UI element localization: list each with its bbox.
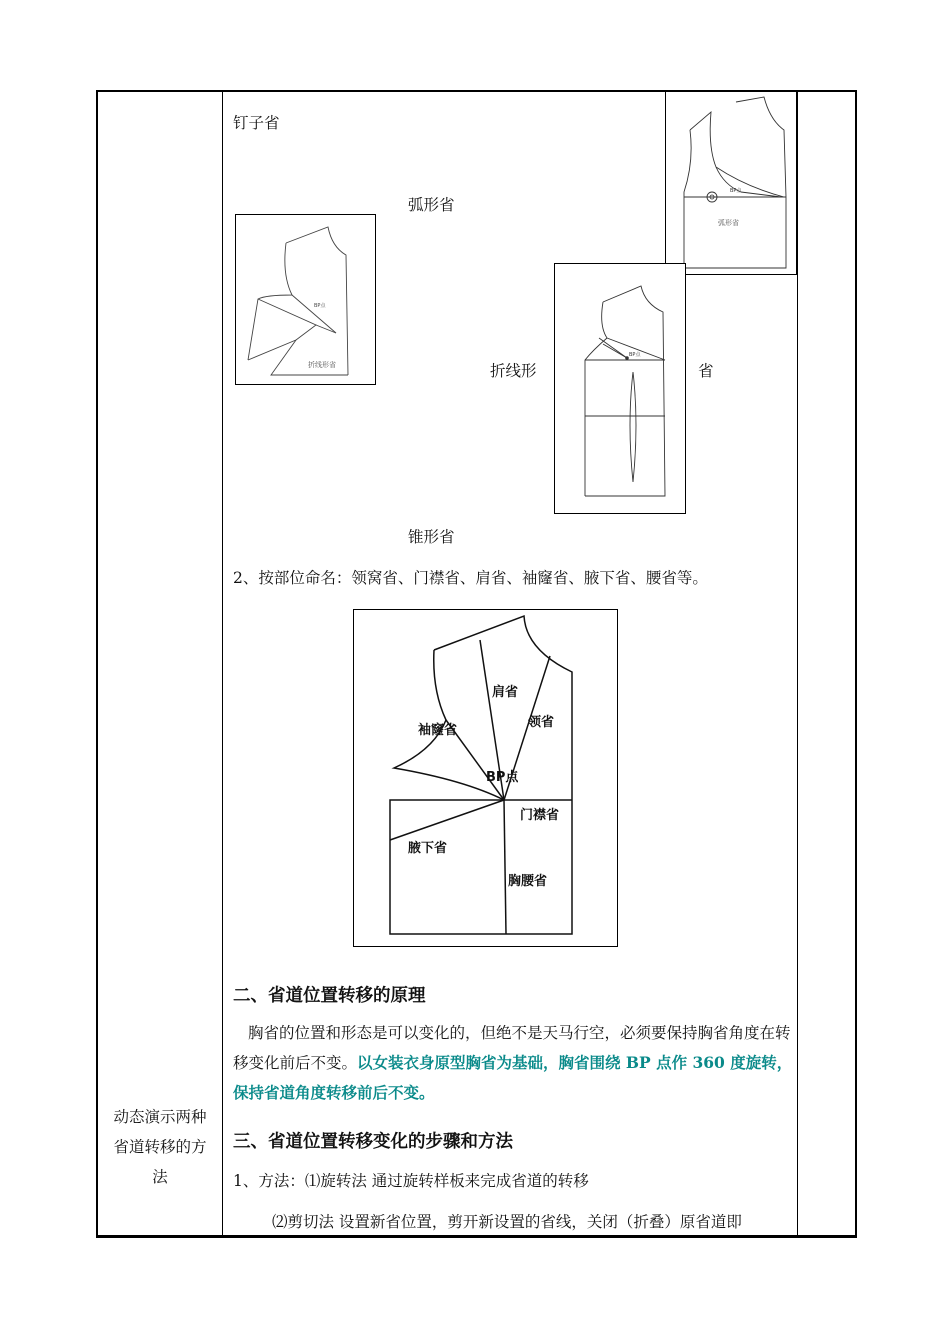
dart-position-pattern-drawing xyxy=(354,610,617,946)
section2-paragraph xyxy=(233,1018,793,1108)
cone-dart-pattern-drawing xyxy=(555,264,685,513)
table-right-border xyxy=(855,90,857,1238)
arc-dart-label: 弧形省 xyxy=(408,196,455,214)
cone-bp-label: BP点 xyxy=(629,352,641,358)
section2-heading: 二、省道位置转移的原理 xyxy=(233,986,426,1006)
label-underarm-dart: 腋下省 xyxy=(408,841,448,856)
cone-dart-label: 锥形省 xyxy=(408,528,455,546)
arc-bp-label: BP点 xyxy=(730,188,742,194)
fold-dart-label-suffix: 省 xyxy=(698,362,714,380)
fold-dart-label-prefix: 折线形 xyxy=(490,362,537,380)
nail-dart-label: 钉子省 xyxy=(233,114,280,132)
left-column-label: 动态演示两种省道转移的方法 xyxy=(113,1108,207,1186)
arc-dart-figure xyxy=(665,91,797,275)
table-column-divider-right xyxy=(797,90,798,1238)
fold-dart-pattern-drawing xyxy=(236,215,375,384)
label-placket-dart: 门襟省 xyxy=(520,808,560,823)
cone-dart-figure xyxy=(554,263,686,514)
arc-dart-pattern-drawing xyxy=(666,92,796,274)
label-waist-dart: 胸腰省 xyxy=(508,874,548,889)
method-rotation: 1、方法：⑴旋转法 通过旋转样板来完成省道的转移 xyxy=(233,1172,589,1190)
method-cut: ⑵剪切法 设置新省位置，剪开新设置的省线，关闭（折叠）原省道即 xyxy=(272,1213,742,1231)
dart-position-diagram xyxy=(353,609,618,947)
fold-bp-label: BP点 xyxy=(314,303,326,309)
section2-plain-text: 胸省的位置和形态是可以变化的，但绝不是天马行空，必须要保持胸省角度在转移变化前后不变。 xyxy=(233,1024,791,1072)
label-armhole-dart: 袖窿省 xyxy=(418,723,458,738)
section3-heading: 三、省道位置转移变化的步骤和方法 xyxy=(233,1132,513,1152)
section2-emphasis-text: 以女装衣身原型胸省为基础，胸省围绕 BP 点作 360 度旋转，保持省道角度转移前后不变。 xyxy=(233,1053,793,1102)
label-bp-point: BP点 xyxy=(486,770,519,785)
fold-dart-figure xyxy=(235,214,376,385)
naming-sentence: 2、按部位命名：领窝省、门襟省、肩省、袖窿省、腋下省、腰省等。 xyxy=(233,569,708,587)
table-column-divider xyxy=(222,90,223,1238)
table-bottom-border xyxy=(96,1235,857,1238)
arc-fig-label: 弧形省 xyxy=(718,219,739,227)
table-left-border xyxy=(96,90,98,1238)
fold-fig-label: 折线形省 xyxy=(308,361,336,369)
label-shoulder-dart: 肩省 xyxy=(492,685,519,700)
label-neck-dart: 领省 xyxy=(528,715,555,730)
